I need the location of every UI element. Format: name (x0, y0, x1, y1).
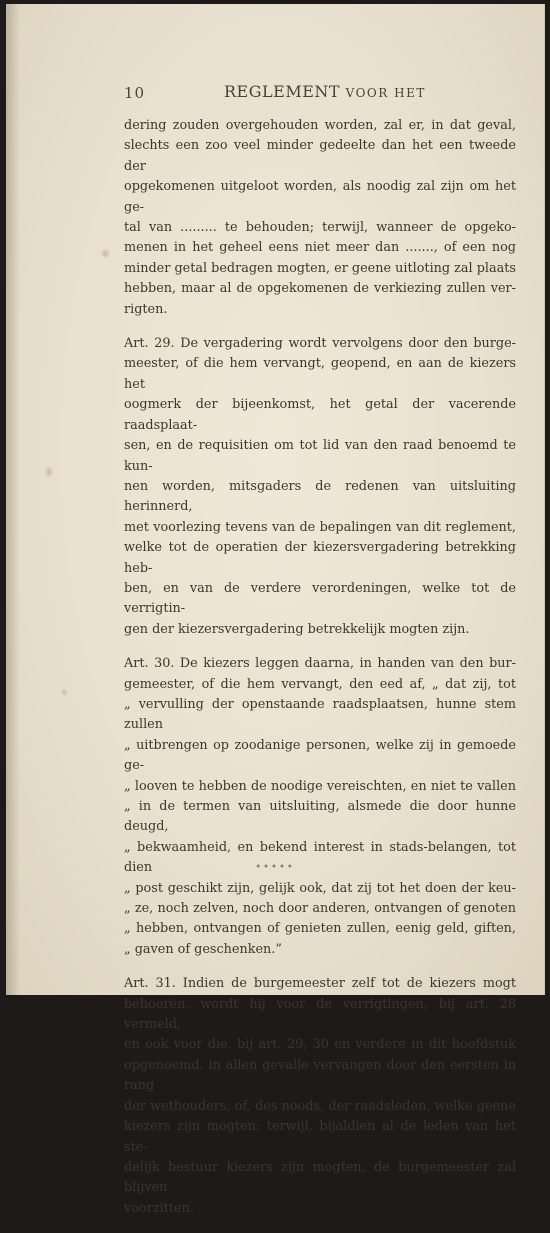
text-line: hebben, maar al de opgekomenen de verkiezing zullen ver- (124, 281, 516, 297)
text-line: oogmerk der bijeenkomst, het getal der vacerende raadsplaat- (124, 397, 516, 433)
running-head-small: VOOR HET (345, 86, 426, 100)
text-line: der wethouders, of, des noods, der raadsleden, welke geene (124, 1098, 516, 1114)
text-line: opgekomenen uitgeloot worden, als noodig zal zijn om het ge- (124, 179, 516, 215)
text-line: en ook voor die, bij art. 29, 30 en verdere in dit hoofdstuk (124, 1037, 516, 1053)
page-number: 10 (124, 84, 146, 102)
text-line: slechts een zoo veel minder gedeelte dan het een tweede der (124, 138, 516, 174)
text-line: kiezers zijn mogten; terwijl, bijaldien al de leden van het ste- (124, 1119, 516, 1155)
text-line: nen worden, mitsgaders de redenen van uitsluiting herinnerd, (124, 478, 516, 515)
foxing-spot (46, 468, 52, 476)
running-head-main: REGLEMENT (224, 82, 341, 101)
text-line: tal van ......... te behouden; terwijl, wanneer de opgeko- (124, 220, 516, 236)
text-line: meester, of die hem vervangt, geopend, en aan de kiezers het (124, 356, 516, 392)
text-line: delijk bestuur kiezers zijn mogten, de burgemeester zal blijven (124, 1159, 516, 1196)
text-line: „ vervulling der openstaande raadsplaatsen, hunne stem zullen (124, 696, 516, 733)
text-line: dering zouden overgehouden worden, zal er, in dat geval, (124, 118, 516, 133)
foxing-spot (62, 690, 67, 695)
text-line: Art. 30. De kiezers leggen daarna, in handen van den bur- (124, 656, 516, 672)
text-line: met voorlezing tevens van de bepalingen van dit reglement, (124, 519, 516, 535)
text-line: „ bekwaamheid, en bekend interest in stads-belangen, tot dien (124, 839, 516, 876)
text-line: „ ze, noch zelven, noch door anderen, ontvangen of genoten (124, 901, 516, 917)
running-head (224, 82, 426, 101)
text-line: voorzitten. (124, 1200, 194, 1216)
page-header (124, 82, 516, 104)
text-line: gemeester, of die hem vervangt, den eed af, „ dat zij, tot (124, 676, 516, 692)
text-line: „ uitbrengen op zoodanige personen, welke zij in gemoede ge- (124, 737, 516, 774)
text-line: rigten. (124, 301, 168, 317)
text-line: Art. 31. Indien de burgemeester zelf tot de kiezers mogt (124, 976, 516, 992)
section-ornament: ••••• (255, 862, 295, 873)
text-line: ben, en van de verdere verordeningen, welke tot de verrigtin- (124, 580, 516, 617)
body-text (124, 116, 516, 1233)
text-line: Art. 29. De vergadering wordt vervolgens door den burge- (124, 336, 516, 352)
text-line: gen der kiezersvergadering betrekkelijk mogten zijn. (124, 621, 470, 637)
paragraph-art-29 (124, 334, 516, 640)
text-line: welke tot de operatien der kiezersvergadering betrekking heb- (124, 540, 516, 576)
paragraph-art-30 (124, 654, 516, 960)
foxing-spot (102, 250, 109, 257)
text-line: behooren, wordt hij voor de verrigtingen, bij art. 28 vermeld, (124, 996, 516, 1033)
text-line: „ gaven of geschenken.” (124, 941, 282, 957)
text-line: „ in de termen van uitsluiting, alsmede die door hunne deugd, (124, 799, 516, 835)
text-line: minder getal bedragen mogten, er geene uitloting zal plaats (124, 260, 516, 276)
text-line: „ hebben, ontvangen of genieten zullen, eenig geld, giften, (124, 921, 516, 937)
text-line: opgenoemd, in allen gevalle vervangen door den eersten in rang (124, 1057, 516, 1094)
paragraph-continuation (124, 116, 516, 320)
text-line: „ post geschikt zijn, gelijk ook, dat zij tot het doen der keu- (124, 880, 516, 896)
text-line: „ looven te hebben de noodige vereischten, en niet te vallen (124, 778, 516, 794)
text-line: menen in het geheel eens niet meer dan ......., of een nog (124, 240, 516, 256)
text-line: sen, en de requisitien om tot lid van den raad benoemd te kun- (124, 438, 516, 474)
gutter-shadow (6, 4, 20, 995)
paragraph-art-31 (124, 974, 516, 1219)
